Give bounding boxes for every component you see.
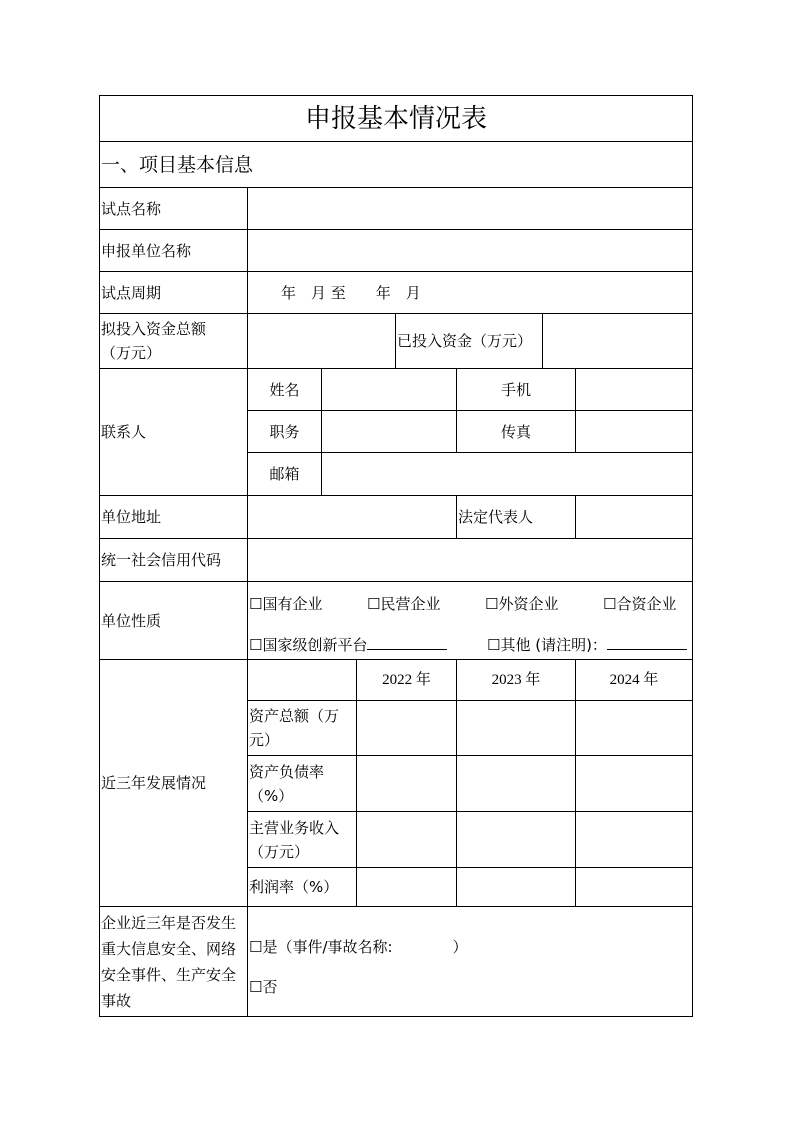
metric-label-line1: 资产总额（万 <box>249 707 340 725</box>
option-label: 外资企业 <box>498 595 559 613</box>
checkbox-icon: ☐ <box>485 595 499 613</box>
option-foreign[interactable] <box>485 594 558 614</box>
address-field[interactable] <box>247 495 457 539</box>
unit-name-field[interactable] <box>247 229 693 272</box>
profit-margin-2024[interactable] <box>575 867 693 907</box>
unit-name-label: 申报单位名称 <box>99 229 248 272</box>
contact-position-field[interactable] <box>321 410 457 453</box>
debt-ratio-2022[interactable] <box>356 755 457 812</box>
year-header-2023: 2023 年 <box>456 659 576 701</box>
metric-label-line2: （万元） <box>249 842 310 861</box>
checkbox-icon: ☐ <box>487 636 501 654</box>
metric-label-line1: 资产负债率 <box>249 762 325 781</box>
contact-phone-label: 手机 <box>456 368 576 411</box>
incident-question-line2: 重大信息安全、网络 <box>101 939 237 958</box>
option-other[interactable] <box>487 633 687 655</box>
total-assets-2022[interactable] <box>356 700 457 756</box>
contact-name-label: 姓名 <box>247 368 322 411</box>
debt-ratio-2024[interactable] <box>575 755 693 812</box>
profit-margin-2022[interactable] <box>356 867 457 907</box>
option-national-platform[interactable] <box>249 633 447 655</box>
pilot-period-value: 年 月 至 年 月 <box>281 283 421 302</box>
unit-nature-options <box>247 581 693 660</box>
dev-header-blank <box>247 659 357 701</box>
metric-label-line1: 主营业务收入 <box>249 818 340 837</box>
year-header-2022: 2022 年 <box>356 659 457 701</box>
contact-fax-field[interactable] <box>575 410 693 453</box>
other-blank-line[interactable] <box>607 633 687 650</box>
pilot-name-label: 试点名称 <box>99 187 248 230</box>
checkbox-icon: ☐ <box>249 636 263 654</box>
contact-name-field[interactable] <box>321 368 457 411</box>
metric-label-line2: 元） <box>249 731 280 749</box>
checkbox-icon: ☐ <box>603 595 617 613</box>
incident-yes-option[interactable]: ☐是（事件/事故名称: ） <box>249 938 468 956</box>
option-label: 民营企业 <box>380 595 441 613</box>
incident-answer <box>247 906 693 1017</box>
checkbox-icon: ☐ <box>249 595 263 613</box>
checkbox-icon: ☐ <box>367 595 381 613</box>
year-header-2024: 2024 年 <box>575 659 693 701</box>
option-label: 合资企业 <box>616 595 677 613</box>
invested-label: 已投入资金（万元） <box>395 313 543 369</box>
main-revenue-2022[interactable] <box>356 811 457 868</box>
invested-field[interactable] <box>542 313 693 369</box>
incident-question-line3: 安全事件、生产安全 <box>101 965 237 984</box>
metric-label-line2: （%） <box>249 786 294 805</box>
contact-phone-field[interactable] <box>575 368 693 411</box>
legal-rep-field[interactable] <box>575 495 693 539</box>
contact-email-label: 邮箱 <box>247 452 322 496</box>
unit-nature-label: 单位性质 <box>99 581 248 660</box>
application-form <box>100 96 694 1018</box>
option-joint-venture[interactable] <box>603 594 676 614</box>
address-label: 单位地址 <box>99 495 248 539</box>
profit-margin-2023[interactable] <box>456 867 576 907</box>
planned-investment-label-line1: 拟投入资金总额 <box>101 320 207 338</box>
contact-email-field[interactable] <box>321 452 693 496</box>
legal-rep-label: 法定代表人 <box>456 495 576 539</box>
option-label: 其他 (请注明)： <box>500 636 607 654</box>
option-label: 国家级创新平台 <box>262 636 368 654</box>
planned-investment-field[interactable] <box>247 313 396 369</box>
contact-label: 联系人 <box>99 368 248 496</box>
pilot-period-field[interactable] <box>247 271 693 314</box>
metric-debt-ratio <box>247 755 357 812</box>
incident-no-option[interactable]: ☐否 <box>249 978 278 996</box>
form-title: 申报基本情况表 <box>99 95 693 142</box>
option-private[interactable] <box>367 594 440 614</box>
main-revenue-2024[interactable] <box>575 811 693 868</box>
total-assets-2023[interactable] <box>456 700 576 756</box>
incident-question <box>99 906 248 1017</box>
pilot-name-field[interactable] <box>247 187 693 230</box>
contact-position-label: 职务 <box>247 410 322 453</box>
incident-question-line4: 事故 <box>101 991 132 1010</box>
section-heading: 一、项目基本信息 <box>99 141 693 188</box>
platform-blank-line[interactable] <box>367 633 447 650</box>
planned-investment-label-line2: （万元） <box>101 344 162 362</box>
contact-fax-label: 传真 <box>456 410 576 453</box>
option-label: 国有企业 <box>262 595 323 613</box>
option-state-owned[interactable] <box>249 594 322 614</box>
debt-ratio-2023[interactable] <box>456 755 576 812</box>
pilot-period-label: 试点周期 <box>99 271 248 314</box>
planned-investment-label <box>99 313 248 369</box>
credit-code-field[interactable] <box>247 538 693 582</box>
metric-profit-margin: 利润率（%） <box>247 867 357 907</box>
main-revenue-2023[interactable] <box>456 811 576 868</box>
metric-total-assets <box>247 700 357 756</box>
total-assets-2024[interactable] <box>575 700 693 756</box>
incident-question-line1: 企业近三年是否发生 <box>101 913 237 932</box>
credit-code-label: 统一社会信用代码 <box>99 538 248 582</box>
metric-main-revenue <box>247 811 357 868</box>
development-label: 近三年发展情况 <box>99 659 248 907</box>
